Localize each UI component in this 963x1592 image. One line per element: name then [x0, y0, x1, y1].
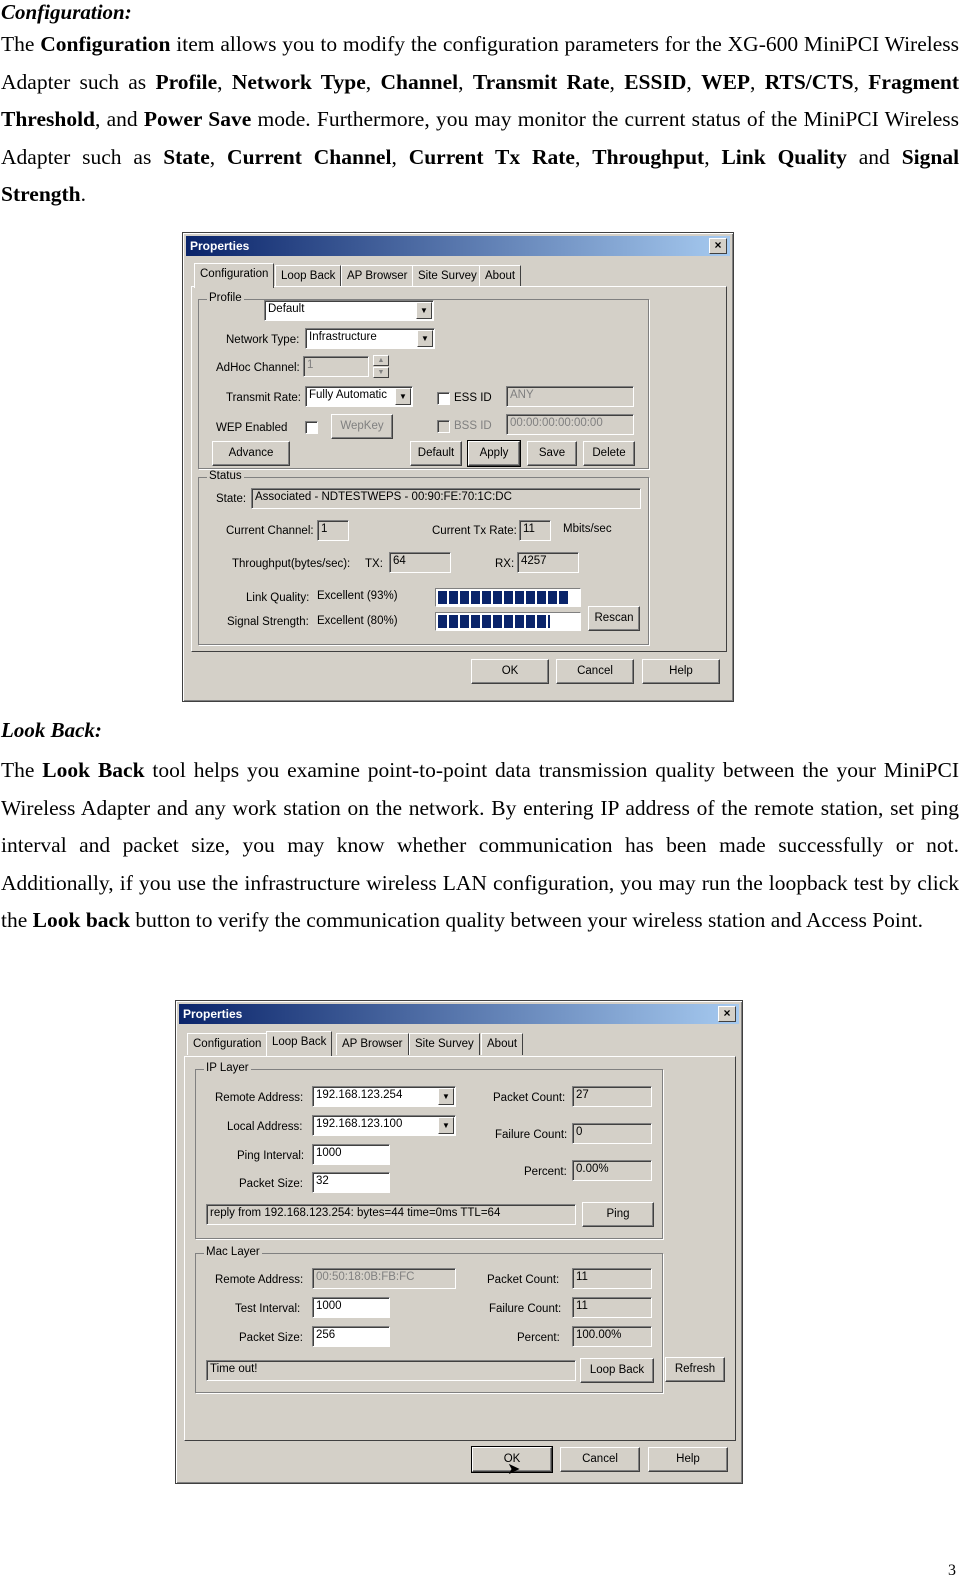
packet-count-label: Packet Count: — [493, 1092, 566, 1104]
mac-percent-label: Percent: — [517, 1332, 560, 1344]
properties-dialog-configuration — [182, 232, 734, 702]
status-group — [198, 470, 649, 645]
tab-ap-browser[interactable]: AP Browser — [336, 1033, 409, 1055]
mac-failure-count-label: Failure Count: — [489, 1303, 562, 1315]
state-field: Associated - NDTESTWEPS - 00:90:FE:70:1C:DC — [251, 488, 641, 509]
failure-count-field: 0 — [572, 1123, 652, 1144]
apply-button[interactable]: Apply — [468, 441, 520, 466]
transmit-rate-select[interactable]: Fully Automatic ▼ — [305, 386, 413, 407]
loop-back-button[interactable]: Loop Back — [580, 1358, 654, 1383]
rx-label: RX: — [495, 558, 515, 570]
cancel-button[interactable]: Cancel — [556, 659, 634, 684]
advance-button[interactable]: Advance — [212, 441, 290, 466]
tab-panel — [191, 286, 727, 652]
chevron-down-icon[interactable]: ▼ — [417, 330, 433, 347]
lookback-heading: Look Back: — [1, 718, 102, 742]
mac-packet-count-label: Packet Count: — [487, 1274, 560, 1286]
delete-button[interactable]: Delete — [583, 441, 635, 466]
spin-up-icon[interactable]: ▲ — [373, 355, 389, 366]
mouse-pointer-icon: ➤ — [507, 1461, 521, 1478]
chevron-down-icon[interactable]: ▼ — [438, 1088, 454, 1105]
mac-layer-group — [195, 1246, 663, 1393]
ok-button[interactable]: OK — [472, 1447, 552, 1472]
throughput-label: Throughput(bytes/sec): — [232, 558, 351, 570]
help-button[interactable]: Help — [642, 659, 720, 684]
tab-about[interactable]: About — [481, 1033, 523, 1055]
ok-button[interactable]: OK — [471, 659, 549, 684]
properties-dialog-loopback — [175, 1000, 743, 1484]
dialog-title: Properties — [183, 1007, 243, 1021]
save-button[interactable]: Save — [527, 441, 577, 466]
network-type-label: Network Type: — [226, 334, 300, 346]
essid-field[interactable]: ANY — [506, 386, 634, 407]
tab-ap-browser[interactable]: AP Browser — [341, 265, 414, 287]
remote-address-select[interactable]: 192.168.123.254 ▼ — [312, 1086, 456, 1107]
link-quality-value: Excellent (93%) — [317, 590, 398, 602]
page-number: 3 — [948, 1562, 956, 1579]
test-interval-label: Test Interval: — [235, 1303, 301, 1315]
tab-site-survey[interactable]: Site Survey — [412, 265, 483, 287]
link-quality-label: Link Quality: — [246, 592, 310, 604]
help-button[interactable]: Help — [648, 1447, 728, 1472]
mac-packet-count-field: 11 — [572, 1268, 652, 1289]
title-bar — [179, 1004, 739, 1024]
rx-field: 4257 — [517, 552, 579, 573]
percent-label: Percent: — [524, 1166, 567, 1178]
ping-interval-label: Ping Interval: — [237, 1150, 305, 1162]
chevron-down-icon[interactable]: ▼ — [416, 302, 432, 319]
tab-configuration[interactable]: Configuration — [194, 263, 274, 288]
adhoc-channel-label: AdHoc Channel: — [216, 362, 300, 374]
mac-packet-size-label: Packet Size: — [239, 1332, 303, 1344]
chevron-down-icon[interactable]: ▼ — [438, 1117, 454, 1134]
profile-select[interactable]: Default ▼ — [264, 300, 434, 321]
spin-down-icon[interactable]: ▼ — [373, 367, 389, 378]
tx-label: TX: — [365, 558, 383, 570]
chevron-down-icon[interactable]: ▼ — [395, 388, 411, 405]
signal-strength-value: Excellent (80%) — [317, 615, 398, 627]
tab-about[interactable]: About — [479, 265, 521, 287]
current-tx-rate-field: 11 — [519, 520, 551, 541]
cancel-button[interactable]: Cancel — [560, 1447, 640, 1472]
transmit-rate-label: Transmit Rate: — [226, 392, 301, 404]
current-channel-label: Current Channel: — [226, 525, 314, 537]
current-channel-field: 1 — [317, 520, 349, 541]
packet-size-label: Packet Size: — [239, 1178, 303, 1190]
tab-configuration[interactable]: Configuration — [187, 1033, 267, 1055]
remote-address-label: Remote Address: — [215, 1092, 304, 1104]
bssid-field[interactable]: 00:00:00:00:00:00 — [506, 414, 634, 435]
link-quality-bar-fill — [438, 591, 568, 604]
signal-strength-bar-fill — [438, 615, 550, 628]
mac-remote-address-label: Remote Address: — [215, 1274, 304, 1286]
packet-count-field: 27 — [572, 1086, 652, 1107]
bssid-label: BSS ID — [454, 420, 492, 432]
network-type-select[interactable]: Infrastructure ▼ — [305, 328, 435, 349]
lookback-paragraph: The Look Back tool helps you examine point-to-point data transmission quality between the your MiniPCI Wireless Adapter and any work station on the network. By entering IP address of the remote station, set ping interval and packet size, you may know whether communication has been made successfully or not. Additionally, if you use the infrastructure wireless LAN configuration, you may run the loopback test by click the Look back button to verify the communication quality between your wireless station and Access Point. — [1, 758, 959, 932]
mac-remote-address-field[interactable]: 00:50:18:0B:FB:FC — [312, 1268, 456, 1289]
signal-strength-bar — [435, 612, 581, 631]
adhoc-channel-field[interactable]: 1 — [303, 356, 369, 377]
mac-layer-group-label: Mac Layer — [206, 1246, 260, 1258]
link-quality-bar — [435, 588, 581, 607]
essid-checkbox[interactable] — [437, 392, 450, 405]
close-icon[interactable]: × — [718, 1006, 736, 1022]
tab-panel — [184, 1056, 736, 1441]
title-bar — [186, 236, 730, 256]
tx-field: 64 — [389, 552, 451, 573]
mac-percent-field: 100.00% — [572, 1326, 652, 1347]
close-icon[interactable]: × — [709, 238, 727, 254]
percent-field: 0.00% — [572, 1160, 652, 1181]
local-address-select[interactable]: 192.168.123.100 ▼ — [312, 1115, 456, 1136]
ip-layer-group — [195, 1062, 663, 1239]
wep-enabled-checkbox[interactable] — [305, 421, 318, 434]
ping-reply-field: reply from 192.168.123.254: bytes=44 time=0ms TTL=64 — [206, 1204, 576, 1225]
rescan-button[interactable]: Rescan — [588, 606, 640, 631]
mac-failure-count-field: 11 — [572, 1297, 652, 1318]
bssid-checkbox[interactable] — [437, 420, 450, 433]
configuration-heading: Configuration: — [1, 0, 132, 24]
default-button[interactable]: Default — [410, 441, 462, 466]
tab-site-survey[interactable]: Site Survey — [409, 1033, 480, 1055]
current-tx-rate-label: Current Tx Rate: — [432, 525, 517, 537]
test-interval-field[interactable]: 1000 — [312, 1297, 390, 1318]
mac-packet-size-field[interactable]: 256 — [312, 1326, 390, 1347]
tab-loop-back[interactable]: Loop Back — [266, 1031, 332, 1056]
essid-label: ESS ID — [454, 392, 492, 404]
tab-loop-back[interactable]: Loop Back — [275, 265, 341, 287]
wepkey-button[interactable]: WepKey — [331, 414, 393, 439]
wep-enabled-label: WEP Enabled — [216, 422, 288, 434]
signal-strength-label: Signal Strength: — [227, 616, 309, 628]
ping-button[interactable]: Ping — [582, 1202, 654, 1227]
profile-group-label: Profile — [209, 292, 242, 304]
local-address-label: Local Address: — [227, 1121, 303, 1133]
status-group-label: Status — [209, 470, 242, 482]
ping-interval-field[interactable]: 1000 — [312, 1144, 390, 1165]
configuration-paragraph: The Configuration item allows you to modify the configuration parameters for the XG-600 MiniPCI Wireless Adapter such as Profile, Network Type, Channel, Transmit Rate, ESSID, WEP, RTS/CTS, Fragment Threshold, and Power Save mode. Furthermore, you may monitor the current status of the MiniPCI Wireless Adapter such as State, Current Channel, Current Tx Rate, Throughput, Link Quality and Signal Strength. — [1, 32, 960, 206]
loopback-result-field: Time out! — [206, 1360, 576, 1381]
tx-rate-unit: Mbits/sec — [563, 523, 612, 535]
state-label: State: — [216, 493, 247, 505]
refresh-button[interactable]: Refresh — [665, 1357, 725, 1382]
failure-count-label: Failure Count: — [495, 1129, 568, 1141]
dialog-title: Properties — [190, 239, 250, 253]
ip-layer-group-label: IP Layer — [206, 1062, 249, 1074]
profile-group — [198, 292, 649, 469]
packet-size-field[interactable]: 32 — [312, 1172, 390, 1193]
